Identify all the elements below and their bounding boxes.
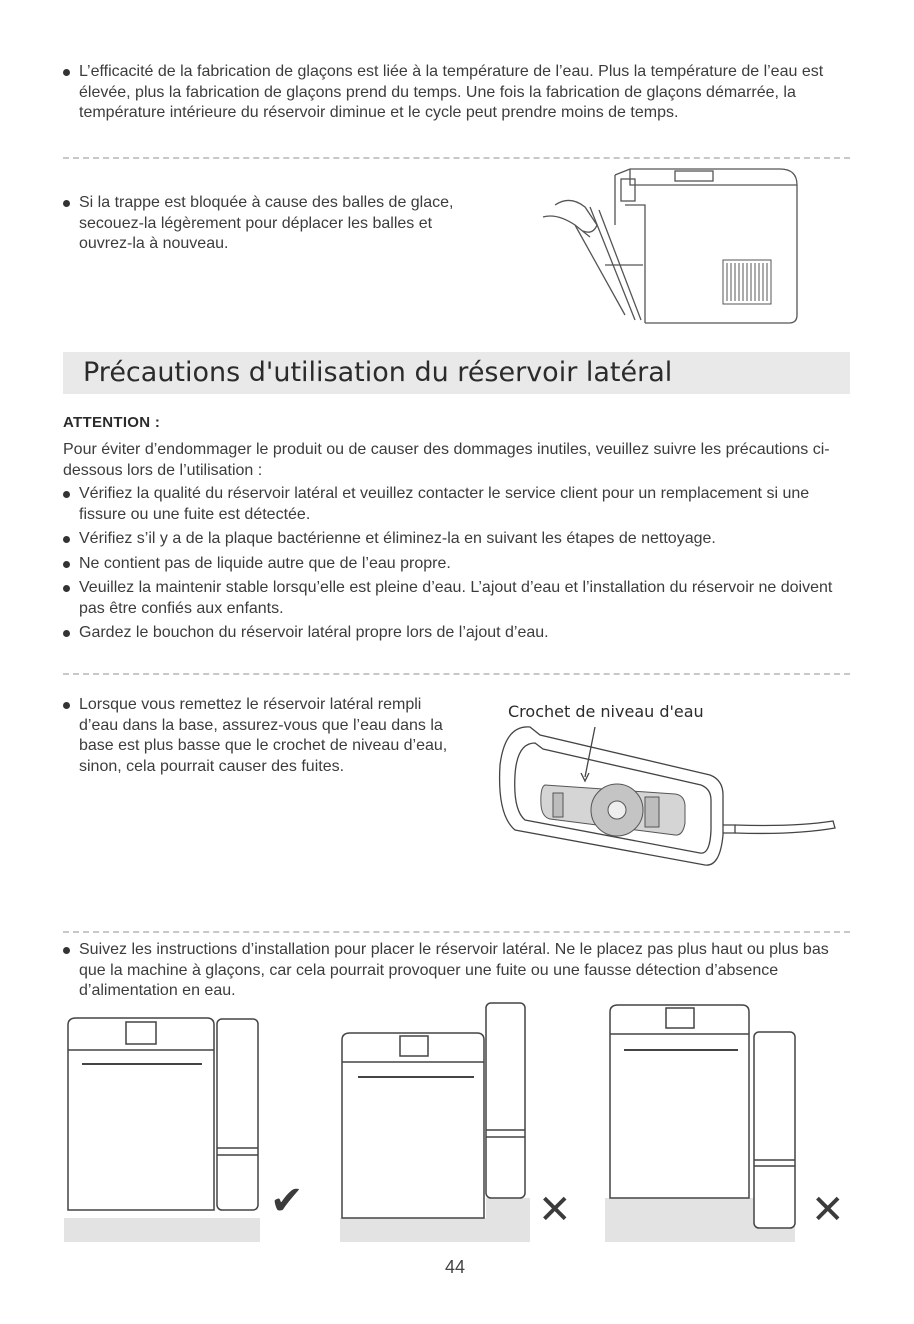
attention-bullet: Veuillez la maintenir stable lorsqu’elle est pleine d’eau. L’ajout d’eau et l’installation du réservoir ne doivent pas être confiés aux enfants. — [63, 578, 855, 619]
trap-bullets — [63, 193, 463, 255]
wrong-cross-icon: ✕ — [811, 1188, 845, 1232]
correct-check-icon: ✔ — [270, 1179, 304, 1223]
page-number: 44 — [445, 1257, 466, 1277]
wrong-placement-high-diagram — [340, 1003, 530, 1242]
wrong-cross-icon: ✕ — [538, 1188, 572, 1232]
attention-bullet: Vérifiez la qualité du réservoir latéral et veuillez contacter le service client pour un remplacement si une fissure ou une fuite est détectée. — [63, 484, 855, 525]
attention-bullet: Ne contient pas de liquide autre que de l’eau propre. — [63, 554, 855, 575]
attention-bullets — [63, 484, 855, 644]
efficiency-bullets — [63, 62, 853, 124]
water-level-bullet: Lorsque vous remettez le réservoir latéral rempli d’eau dans la base, assurez-vous que l’eau dans la base est plus basse que le crochet de niveau d’eau, sinon, cela pourrait causer des fuites. — [63, 695, 453, 777]
attention-bullet: Vérifiez s’il y a de la plaque bactérienne et éliminez-la en suivant les étapes de nettoyage. — [63, 529, 855, 550]
divider — [63, 931, 850, 933]
section-title: Précautions d'utilisation du réservoir latéral — [83, 357, 673, 388]
side-tank-illustration — [495, 725, 840, 870]
section-header — [63, 352, 850, 394]
installation-diagrams — [62, 1000, 852, 1245]
install-bullet: Suivez les instructions d’installation pour placer le réservoir latéral. Ne le placez pas plus haut ou plus bas que la machine à glaçons, car cela pourrait provoquer une fuite ou une fausse détection d’absence d’alimentation en eau. — [63, 940, 853, 1002]
wrong-placement-low-diagram — [605, 1005, 795, 1242]
correct-placement-diagram — [64, 1018, 260, 1242]
install-bullets — [63, 940, 853, 1002]
efficiency-bullet: L’efficacité de la fabrication de glaçons est liée à la température de l’eau. Plus la température de l’eau est élevée, plus la fabrication de glaçons prend du temps. Une fois la fabrication de glaçons démarrée, la température intérieure du réservoir diminue et le cycle peut prendre moins de temps. — [63, 62, 853, 124]
divider — [63, 673, 850, 675]
water-level-bullets — [63, 695, 453, 777]
attention-label: ATTENTION : — [63, 414, 161, 431]
attention-bullet: Gardez le bouchon du réservoir latéral propre lors de l’ajout d’eau. — [63, 623, 855, 644]
water-level-hook-caption: Crochet de niveau d'eau — [508, 702, 704, 721]
divider — [63, 157, 850, 159]
attention-intro: Pour éviter d’endommager le produit ou de causer des dommages inutiles, veuillez suivre les précautions ci-dessous lors de l’utilisation : — [63, 441, 830, 479]
trap-bullet: Si la trappe est bloquée à cause des balles de glace, secouez-la légèrement pour déplacer les balles et ouvrez-la à nouveau. — [63, 193, 463, 255]
trap-illustration — [535, 165, 855, 330]
